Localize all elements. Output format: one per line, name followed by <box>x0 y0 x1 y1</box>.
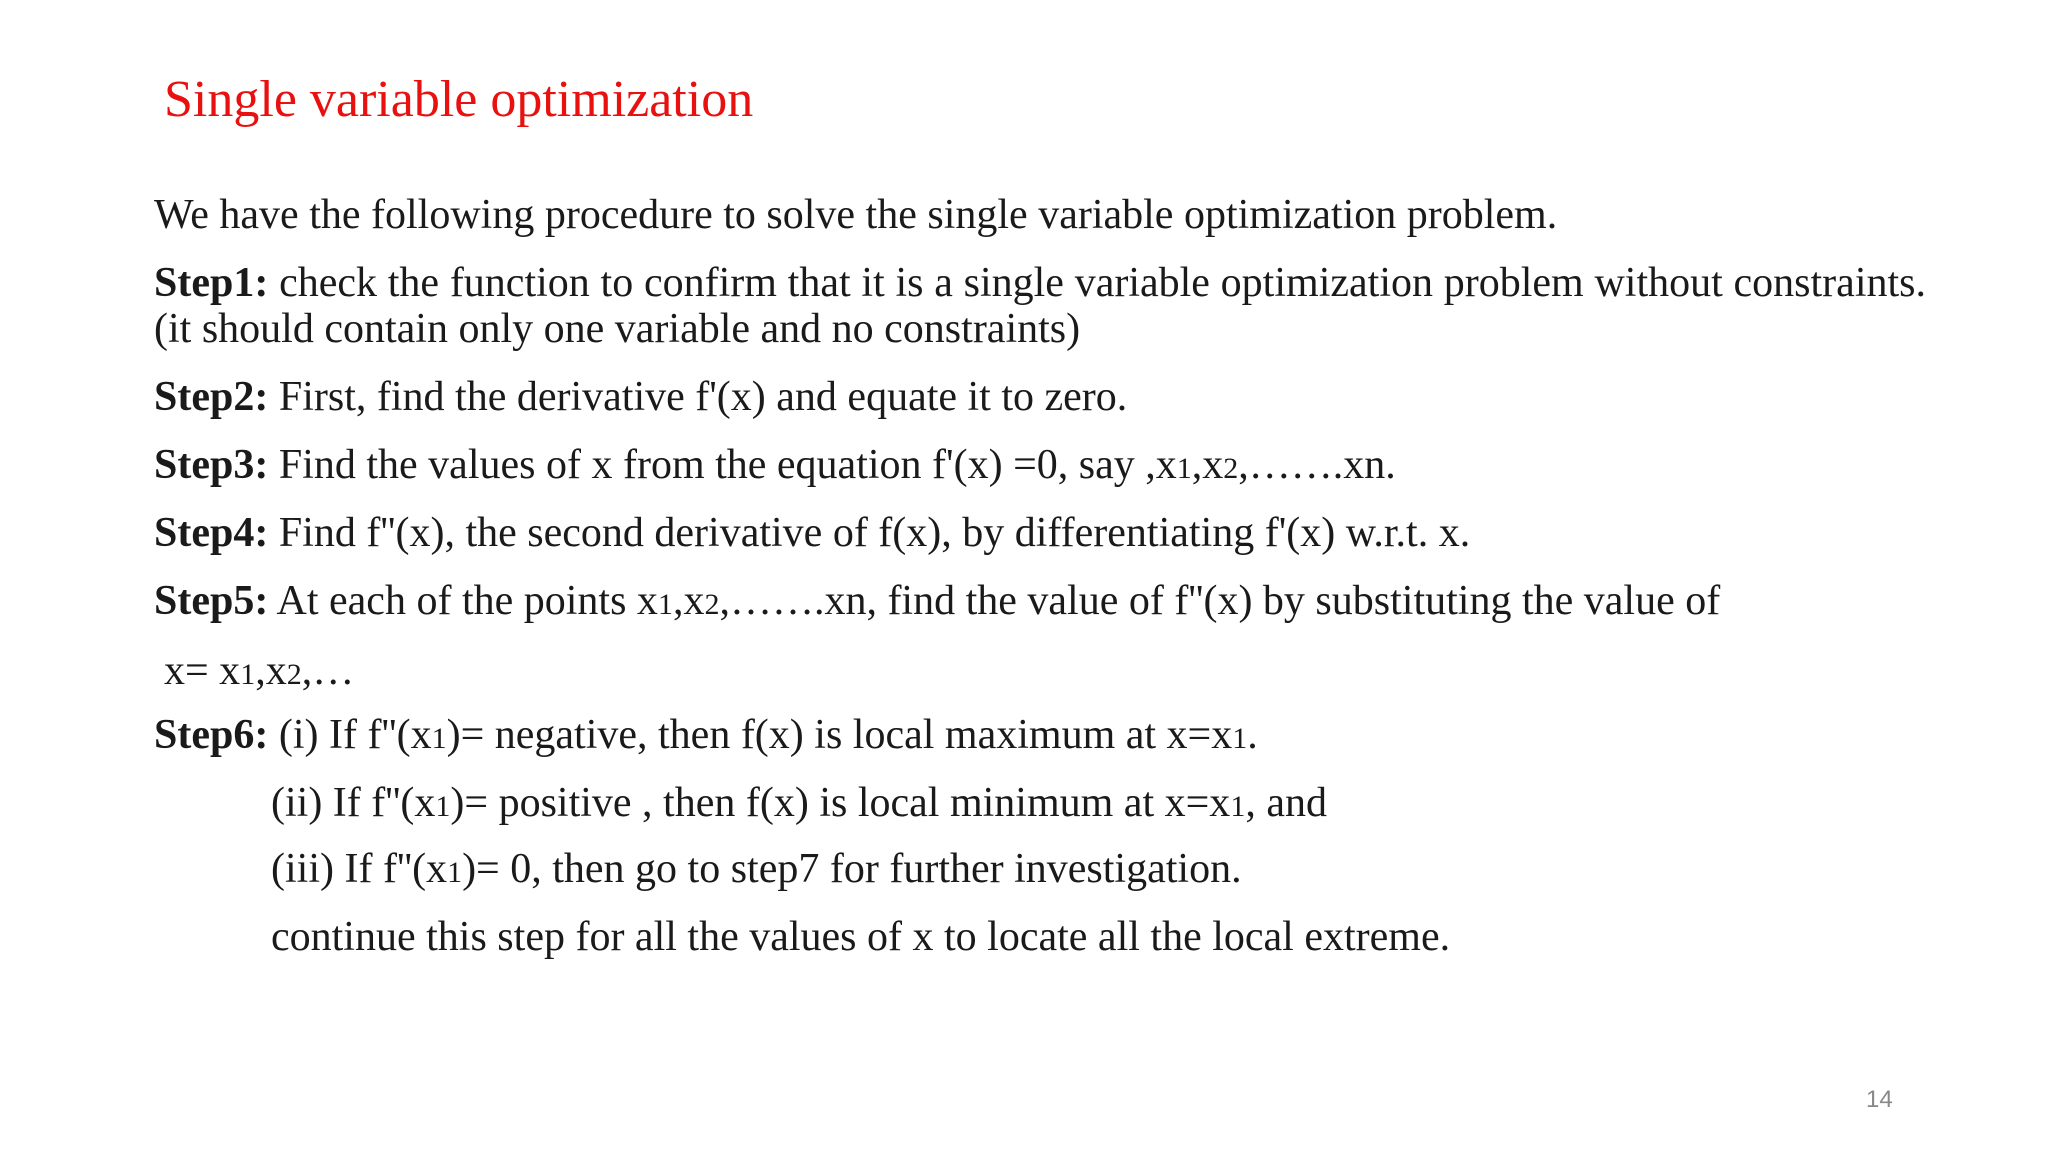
step2-label: Step2: <box>154 374 269 420</box>
step5-cont-text-a: x= x <box>164 648 241 694</box>
step1-paragraph <box>154 260 1926 352</box>
step3-text-b: ,x <box>1191 442 1224 488</box>
page-number: 14 <box>1866 1086 1893 1113</box>
step2-text: First, find the derivative f'(x) and equate it to zero. <box>268 374 1128 420</box>
step3-paragraph <box>154 442 1396 492</box>
step1-text: check the function to confirm that it is a single variable optimization problem without constraints.(it should contain only one variable and no constraints) <box>154 260 1926 352</box>
step3-text-a: Find the values of x from the equation f'(x) =0, say ,x <box>268 442 1177 488</box>
step1-label: Step1: <box>154 260 269 306</box>
step6-ii-a: (ii) If f''(x <box>271 780 436 826</box>
step6-ii-sub: 1 <box>435 790 451 823</box>
step5-label: Step5: <box>154 578 269 624</box>
step3-label: Step3: <box>154 442 269 488</box>
step5-cont-text-b: ,x <box>255 648 287 694</box>
step5-sub2: 2 <box>704 588 720 621</box>
step5-text-b: ,x <box>672 578 705 624</box>
step3-text-c: ,…….xn. <box>1238 442 1396 488</box>
step6-i-b: )= negative, then f(x) is local maximum at x=x <box>446 712 1233 758</box>
step6-iii-sub: 1 <box>447 856 463 889</box>
step6-iii-a: (iii) If f''(x <box>271 846 448 892</box>
step6-ii-c: , and <box>1245 780 1327 826</box>
step6-iii-b: )= 0, then go to step7 for further investigation. <box>462 846 1242 892</box>
step5-cont-sub1: 1 <box>240 658 256 691</box>
step6-label: Step6: <box>154 712 269 758</box>
step6-i-sub: 1 <box>431 722 447 755</box>
step5-cont-sub2: 2 <box>286 658 302 691</box>
step2-paragraph <box>154 374 1127 420</box>
step5-continuation <box>164 648 354 698</box>
step6-case-iii <box>271 846 1242 896</box>
step4-paragraph <box>154 510 1470 556</box>
intro-text: We have the following procedure to solve the single variable optimization problem. <box>154 192 1558 238</box>
step4-text: Find f''(x), the second derivative of f(x), by differentiating f'(x) w.r.t. x. <box>268 510 1471 556</box>
step6-i-a: (i) If f''(x <box>268 712 432 758</box>
step5-cont-text-c: ,… <box>301 648 355 694</box>
step3-sub1: 1 <box>1176 452 1192 485</box>
step6-ii-sub2: 1 <box>1230 790 1246 823</box>
step6-paragraph <box>154 712 1258 762</box>
step6-i-c: . <box>1247 712 1258 758</box>
slide-title: Single variable optimization <box>164 71 754 128</box>
step4-label: Step4: <box>154 510 269 556</box>
step6-ii-b: )= positive , then f(x) is local minimum at x=x <box>450 780 1231 826</box>
step5-text-a: At each of the points x <box>268 578 658 624</box>
step5-paragraph <box>154 578 1720 628</box>
step6-i-sub2: 1 <box>1232 722 1248 755</box>
step5-text-c: ,…….xn, find the value of f''(x) by substituting the value of <box>719 578 1721 624</box>
step3-sub2: 2 <box>1223 452 1239 485</box>
step6-continue-text: continue this step for all the values of x to locate all the local extreme. <box>271 914 1451 960</box>
step5-sub1: 1 <box>657 588 673 621</box>
step6-case-ii <box>271 780 1327 830</box>
